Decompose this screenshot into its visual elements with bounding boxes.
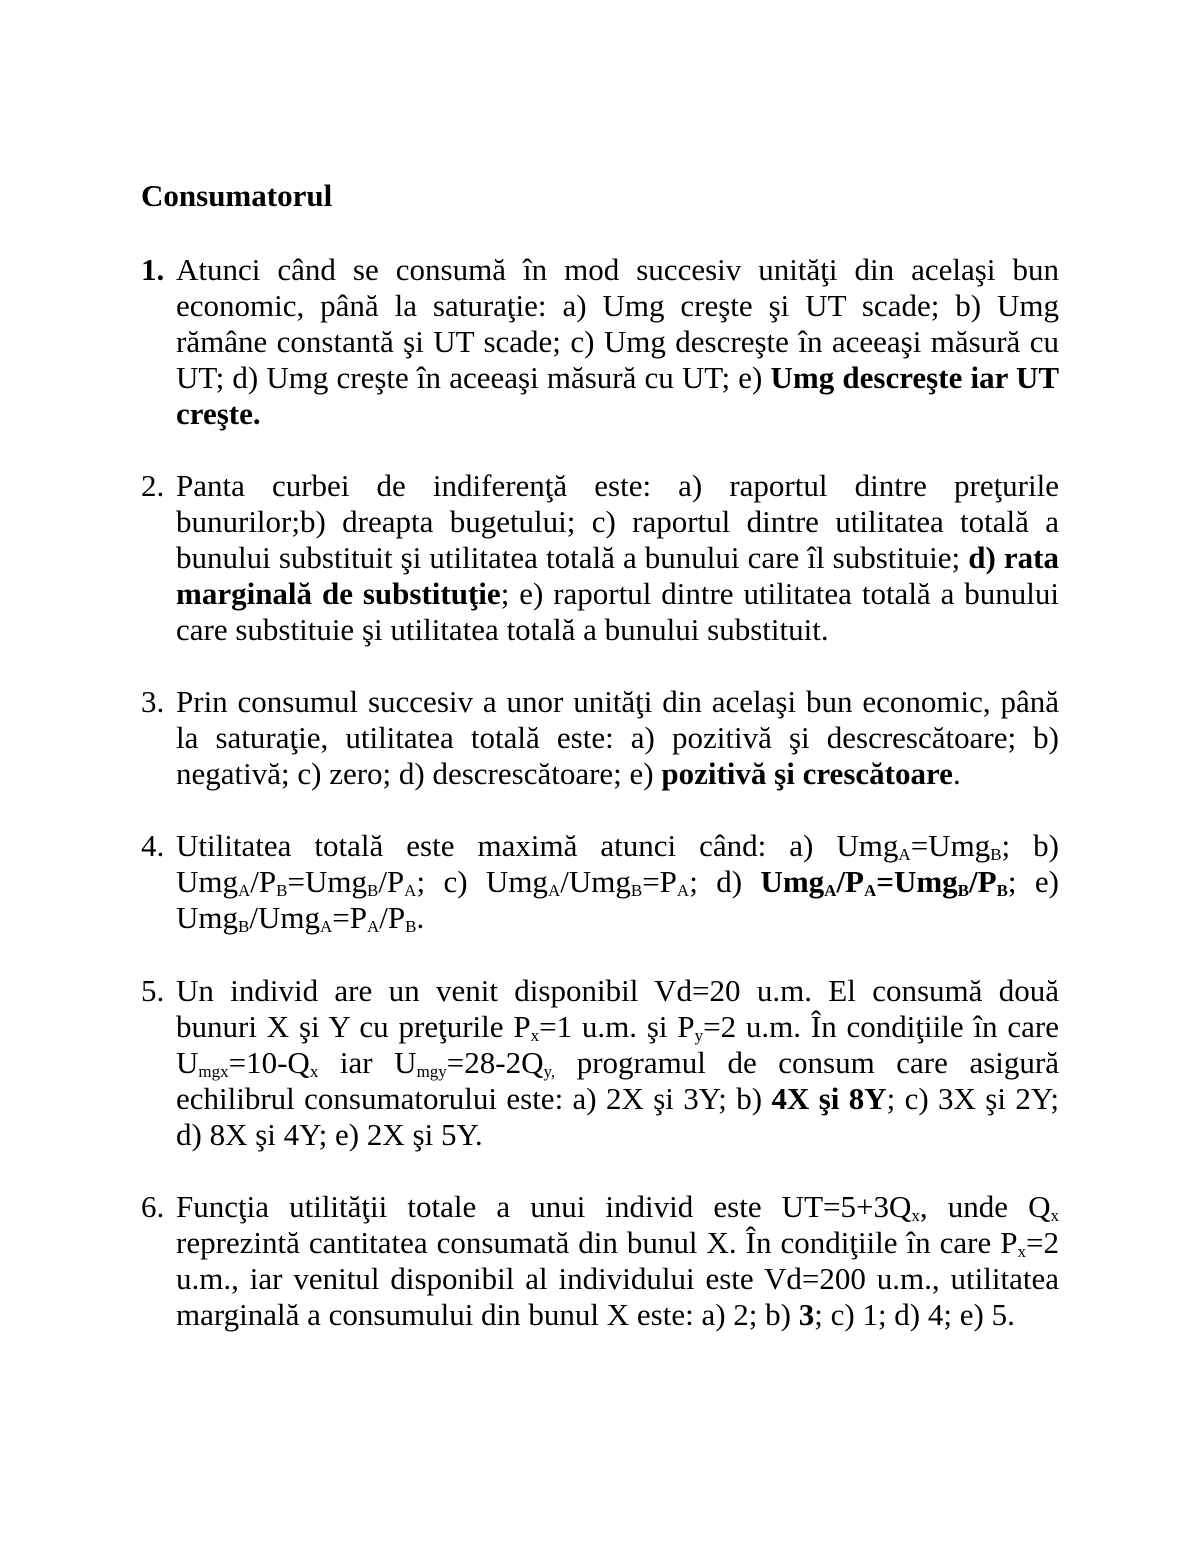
text-run: .	[416, 900, 425, 935]
subscript-text: A	[238, 881, 251, 900]
subscript-text: A	[824, 881, 837, 900]
subscript-text: A	[366, 917, 380, 936]
text-run: =1 u.m. şi P	[539, 1009, 695, 1044]
subscript-text: x	[309, 1062, 319, 1081]
subscript-text: x	[1017, 1242, 1027, 1261]
text-run: Funcţia utilităţii totale a unui individ este UT=5+3Q	[176, 1189, 912, 1224]
text-run: /P	[250, 864, 277, 899]
text-run: reprezintă cantitatea consumată din bunul X. În condiţiile în care P	[176, 1225, 1018, 1260]
question-text	[176, 684, 1059, 792]
text-run: =P	[332, 900, 367, 935]
question-number: 3.	[141, 684, 165, 719]
text-run: ; b) Umg	[176, 828, 1059, 899]
question-number: 6.	[141, 1189, 165, 1224]
subscript-text: B	[366, 881, 379, 900]
bold-answer	[836, 864, 864, 899]
text-run: ; c) 3X şi 2Y; d) 8X şi 4Y; e) 2X şi 5Y.	[176, 1081, 1059, 1152]
text-run: ; c) 1; d) 4; e) 5.	[814, 1297, 1015, 1332]
bold-answer	[771, 1081, 886, 1116]
subscript-text: B	[238, 917, 250, 936]
question-text	[176, 468, 1059, 648]
text-run: Utilitatea totală este maximă atunci când: a) Umg	[176, 828, 899, 863]
text-run: pozitivă şi crescătoare	[661, 756, 953, 791]
bold-answer	[958, 864, 969, 899]
text-run: 4X şi 8Y	[771, 1081, 887, 1116]
subscript-text: mgy	[416, 1062, 447, 1081]
text-run: Panta curbei de indiferenţă este: a) raportul dintre preţurile bunurilor;b) dreapta bugetului; c) raportul dintre utilitatea totală a bunului substituit şi utilitatea totală a bunului care îl substituie;	[176, 468, 1059, 575]
question-number: 2.	[141, 468, 165, 503]
subscript-text: A	[404, 881, 417, 900]
text-run: iar U	[318, 1045, 417, 1080]
question-text	[176, 252, 1059, 432]
bold-answer	[661, 756, 953, 791]
subscript-text: A	[319, 917, 333, 936]
text-run: programul de consum care asigură echilibrul consumatorului este: a) 2X şi 3Y; b)	[176, 1045, 1059, 1116]
question-number: 5.	[141, 973, 165, 1008]
bold-answer	[824, 864, 836, 899]
text-run: /P	[378, 864, 405, 899]
text-run: ; e) raportul dintre utilitatea totală a bunului care substituie şi utilitatea totală a bunului substituit.	[176, 576, 1059, 647]
question-text	[176, 973, 1059, 1153]
text-run: =Umg	[910, 828, 991, 863]
question-item	[141, 468, 1059, 648]
question-number: 1.	[141, 252, 165, 287]
text-run: /Umg	[560, 864, 631, 899]
subscript-text: B	[276, 881, 288, 900]
text-run: /P	[836, 864, 864, 899]
text-run: Prin consumul succesiv a unor unităţi din acelaşi bun economic, până la saturaţie, utilitatea totală este: a) pozitivă şi descrescătoare; b) negativă; c) zero; d) descrescătoare; e)	[176, 684, 1059, 791]
question-text	[176, 828, 1059, 936]
text-run: .	[952, 756, 961, 791]
text-run: =10-Q	[228, 1045, 310, 1080]
text-run: Atunci când se consumă în mod succesiv unităţi din acelaşi bun economic, până la saturaţie: a) Umg creşte şi UT scade; b) Umg rămâne constantă şi UT scade; c) Umg descreşte în aceeaşi măsură cu UT; d) Umg creşte în aceeaşi măsură cu UT; e)	[176, 252, 1059, 395]
text-run: Umg descreşte iar UT creşte.	[176, 360, 1060, 431]
text-run: , unde Q	[919, 1189, 1051, 1224]
text-run: ; c) Umg	[416, 864, 548, 899]
subscript-text: y,	[543, 1062, 556, 1081]
text-run: =2 u.m. În condiţiile în care U	[176, 1009, 1059, 1080]
bold-answer	[997, 864, 1008, 899]
text-run: =Umg	[287, 864, 367, 899]
text-run: Umg	[760, 864, 825, 899]
question-item	[141, 828, 1059, 936]
bold-answer	[760, 864, 824, 899]
bold-answer	[864, 864, 876, 899]
text-run: =P	[642, 864, 677, 899]
text-run: ; e) Umg	[176, 864, 1059, 935]
text-run: =28-2Q	[446, 1045, 544, 1080]
subscript-text: x	[1050, 1206, 1059, 1225]
bold-answer	[799, 1297, 815, 1332]
question-item	[141, 1189, 1059, 1333]
subscript-text: x	[911, 1206, 920, 1225]
question-item	[141, 252, 1059, 432]
question-text	[176, 1189, 1059, 1333]
text-run: ; d)	[689, 864, 761, 899]
subscript-text: x	[530, 1026, 540, 1045]
subscript-text: mgx	[198, 1062, 229, 1081]
bold-answer	[969, 864, 997, 899]
subscript-text: B	[405, 917, 417, 936]
text-run: /Umg	[249, 900, 320, 935]
subscript-text: A	[676, 881, 690, 900]
text-run: /P	[969, 864, 997, 899]
document-title: Consumatorul	[141, 178, 333, 213]
text-run: d) rata marginală de substituţie	[176, 540, 1059, 611]
subscript-text: B	[957, 881, 969, 900]
question-item	[141, 684, 1059, 792]
question-item	[141, 973, 1059, 1153]
text-run: Un individ are un venit disponibil Vd=20 u.m. El consumă două bunuri X şi Y cu preţurile P	[176, 973, 1059, 1044]
subscript-text: B	[630, 881, 643, 900]
question-number: 4.	[141, 828, 165, 863]
text-run: /P	[379, 900, 406, 935]
bold-answer	[876, 864, 957, 899]
subscript-text: y	[694, 1026, 704, 1045]
subscript-text: B	[990, 845, 1002, 864]
text-run: =2 u.m., iar venitul disponibil al individului este Vd=200 u.m., utilitatea marginală a consumului din bunul X este: a) 2; b)	[176, 1225, 1059, 1332]
text-run: =Umg	[876, 864, 958, 899]
text-run: 3	[798, 1297, 815, 1332]
subscript-text: B	[996, 881, 1008, 900]
subscript-text: A	[547, 881, 561, 900]
subscript-text: A	[898, 845, 911, 864]
subscript-text: A	[864, 881, 877, 900]
